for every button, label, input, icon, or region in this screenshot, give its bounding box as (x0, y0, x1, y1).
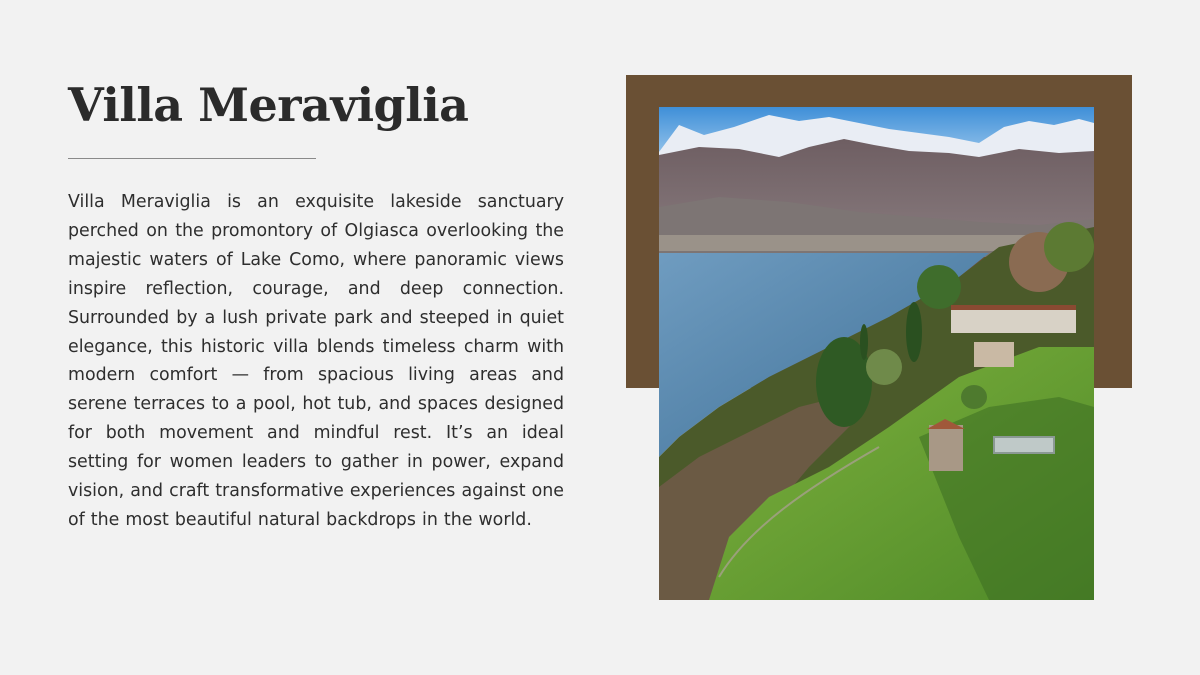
slide-description: Villa Meraviglia is an exquisite lakeside sanctuary perched on the promontory of Olgiasca overlooking the majestic waters of Lake Como, where panoramic views inspire reflection, courage, and deep connection. Surrounded by a lush private park and steeped in quiet elegance, this historic villa blends timeless charm with modern comfort — from spacious living areas and serene terraces to a pool, hot tub, and spaces designed for both movement and mindful rest. It’s an ideal setting for women leaders to gather in power, expand vision, and craft transformative experiences against one of the most beautiful natural backdrops in the world. (68, 192, 564, 530)
title-divider (68, 158, 316, 159)
villa-aerial-photo (659, 107, 1094, 600)
slide-title: Villa Meraviglia (68, 78, 469, 132)
